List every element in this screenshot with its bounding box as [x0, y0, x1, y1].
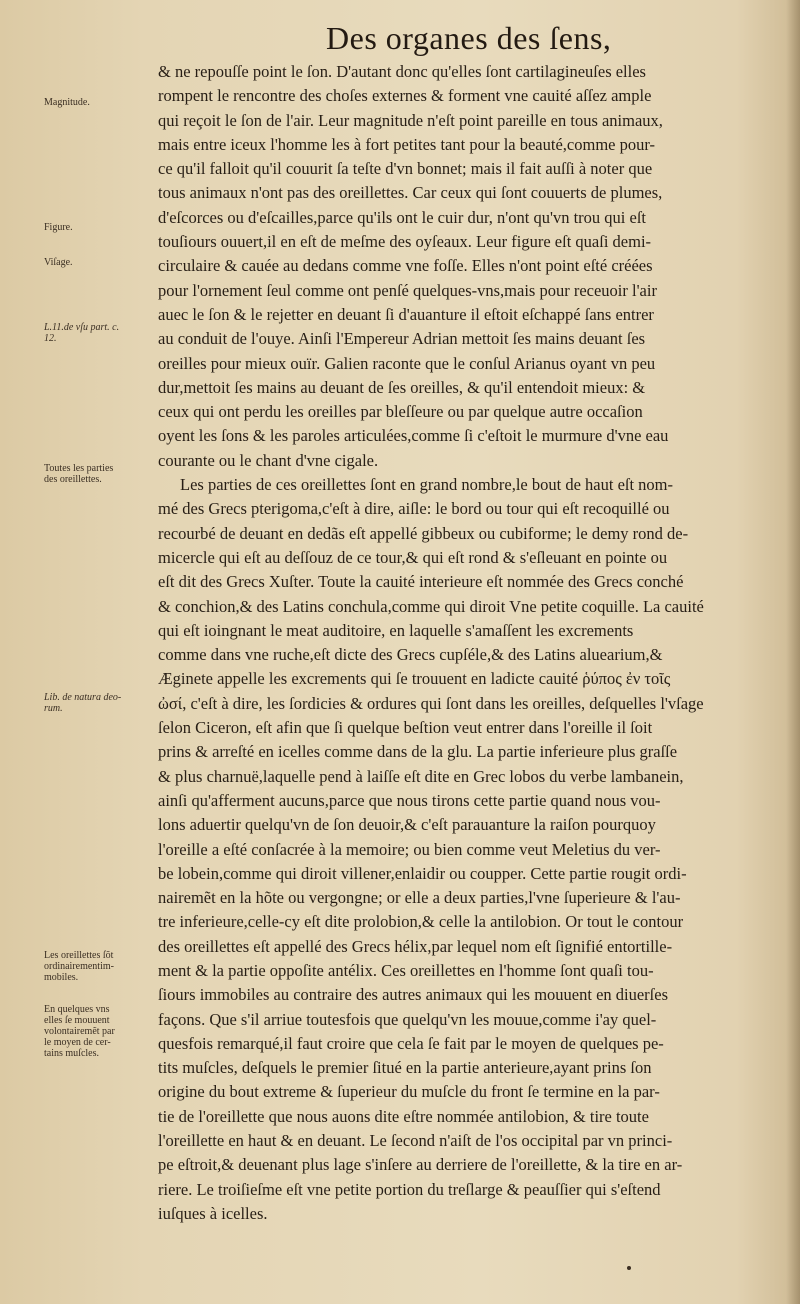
text-line: eſt dit des Grecs Xuſter. Toute la cauité interieure eſt nommée des Grecs conché — [158, 572, 684, 592]
margin-note-galen-reference: L.11.de vſu part. c. 12. — [44, 322, 120, 344]
text-line: pe eſtroit,& deuenant plus lage s'inſere au derriere de l'oreillette, & la tire en ar- — [158, 1155, 683, 1175]
text-line: auec le ſon & le rejetter en deuant ſi d'auanture il eſtoit eſchappé ſans entrer — [158, 304, 654, 324]
ink-dot — [627, 1266, 631, 1270]
text-line: l'oreille a eſté conſacrée à la memoire; ou bien comme veut Meletius du ver- — [158, 839, 661, 859]
text-line: & plus charnuë,laquelle pend à laiſſe eſt dite en Grec lobos du verbe lambanein, — [158, 766, 684, 786]
text-line: ſiours immobiles au contraire des autres animaux qui les mouuent en diuerſes — [158, 985, 668, 1005]
text-line: riere. Le troiſieſme eſt vne petite portion du treſlarge & peauſſier qui s'eſtend — [158, 1179, 661, 1199]
text-line: d'eſcorces ou d'eſcailles,parce qu'ils ont le cuir dur, n'ont qu'vn trou qui eſt — [158, 207, 646, 227]
text-line: mé des Grecs pterigoma,c'eſt à dire, aiſle: le bord ou tour qui eſt recoquillé ou — [158, 499, 670, 519]
text-line: circulaire & cauée au dedans comme vne foſſe. Elles n'ont point eſté créées — [158, 256, 653, 276]
page-gutter-shadow — [786, 0, 800, 1304]
body-text — [158, 60, 764, 1226]
text-line: tous animaux n'ont pas des oreillettes. Car ceux qui ſont couuerts de plumes, — [158, 183, 663, 203]
text-line: be lobein,comme qui diroit villener,enlaidir ou coupper. Cette partie rougit ordi- — [158, 863, 687, 883]
text-line: ainſi qu'afferment aucuns,parce que nous tirons cette partie quand nous vou- — [158, 790, 661, 810]
margin-note-figure: Figure. — [44, 222, 73, 233]
text-line: ſelon Ciceron, eſt afin que ſi quelque beſtion veut entrer dans l'oreille il ſoit — [158, 718, 653, 738]
text-line: tre inferieure,celle-cy eſt dite prolobion,& celle la antilobion. Or tout le contour — [158, 912, 684, 932]
text-line: Les parties de ces oreillettes ſont en grand nombre,le bout de haut eſt nom- — [180, 475, 674, 495]
text-line: micercle qui eſt au deſſouz de ce tour,& qui eſt rond & s'eſleuant en pointe ou — [158, 547, 668, 567]
text-line: lons aduertir quelqu'vn de ſon deuoir,& c'eſt parauanture la raiſon pourquoy — [158, 815, 656, 835]
text-line: recourbé de deuant en dedãs eſt appellé gibbeux ou cubiforme; le demy rond de- — [158, 523, 689, 543]
margin-note-ears-immobile: Les oreillettes ſõt ordinairementim- mobiles. — [44, 950, 114, 983]
margin-note-magnitude: Magnitude. — [44, 97, 90, 108]
text-line: oreilles pour mieux ouïr. Galien raconte que le conſul Arianus oyant vn peu — [158, 353, 656, 373]
text-line: qui reçoit le ſon de l'air. Leur magnitude n'eſt point pareille en tous animaux, — [158, 110, 663, 130]
text-line: & conchion,& des Latins conchula,comme qui diroit Vne petite coquille. La cauité — [158, 596, 704, 616]
text-line: ment & la partie oppoſite antélix. Ces oreillettes en l'homme ſont quaſi tou- — [158, 960, 654, 980]
text-line: & ne repouſſe point le ſon. D'autant donc qu'elles ſont cartilagineuſes elles — [158, 62, 646, 81]
text-line: comme dans vne ruche,eſt dicte des Grecs cupſéle,& des Latins aluearium,& — [158, 645, 663, 665]
text-line: courante ou le chant d'vne cigale. — [158, 450, 379, 470]
text-line: l'oreillette en haut & en deuant. Le ſecond n'aiſt de l'os occipital par vn princi- — [158, 1131, 673, 1151]
text-line: Æginete appelle les excrements qui ſe trouuent en ladicte cauité ῥύπος ἐν τοῖς — [158, 669, 671, 689]
text-line: façons. Que s'il arriue toutesfois que quelqu'vn les mouue,comme i'ay quel- — [158, 1009, 657, 1029]
text-line: rompent le rencontre des choſes externes & forment vne cauité aſſez ample — [158, 86, 652, 106]
text-line: tie de l'oreillette que nous auons dite eſtre nommée antilobion, & tire toute — [158, 1106, 649, 1126]
text-line: touſiours ouuert,il en eſt de meſme des oyſeaux. Leur figure eſt quaſi demi- — [158, 232, 652, 252]
text-line: origine du bout extreme & ſuperieur du muſcle du front ſe termine en la par- — [158, 1082, 660, 1102]
page-title: Des organes des ſens, — [326, 20, 612, 56]
margin-note-visage: Viſage. — [44, 257, 73, 268]
text-line: des oreillettes eſt appellé des Grecs hélix,par lequel nom eſt ſignifié entortille- — [158, 936, 673, 956]
text-line: mais entre iceux l'homme les à fort petites tant pour la beauté,comme pour- — [158, 134, 656, 154]
text-line: quesfois remarqué,il faut croire que cela ſe fait par le moyen de quelques pe- — [158, 1033, 664, 1053]
text-line: pour l'ornement ſeul comme ont penſé quelques-vns,mais pour receuoir l'air — [158, 280, 657, 300]
text-line: nairemẽt en la hõte ou vergongne; or elle a deux parties,l'vne ſuperieure & l'au- — [158, 888, 681, 908]
text-line: ὠσί, c'eſt à dire, les ſordicies & ordures qui ſont dans les oreilles, deſquelles l'vſage — [158, 693, 704, 713]
text-line: ce qu'il falloit qu'il couurit ſa teſte d'vn bonnet; mais il fait auſſi à noter que — [158, 159, 653, 179]
text-line: au conduit de l'ouye. Ainſi l'Empereur Adrian mettoit ſes mains deuant ſes — [158, 329, 646, 349]
text-line: dur,mettoit ſes mains au deuant de ſes oreilles, & qu'il entendoit mieux: & — [158, 377, 646, 397]
text-line: prins & arreſté en icelles comme dans de la glu. La partie inferieure plus graſſe — [158, 742, 678, 762]
text-line: tits muſcles, deſquels le premier ſitué en la partie anterieure,ayant prins ſon — [158, 1058, 652, 1078]
text-line: ceux qui ont perdu les oreilles par bleſſeure ou par quelque autre occaſion — [158, 402, 643, 422]
margin-note-ears-move: En quelques vns elles ſe mouuent volontairemẽt par le moyen de cer- tains muſcles. — [44, 1004, 115, 1059]
text-line: oyent les ſons & les paroles articulées,comme ſi c'eſtoit le murmure d'vne eau — [158, 426, 669, 446]
margin-note-parts-of-ears: Toutes les parties des oreillettes. — [44, 463, 114, 485]
text-line: qui eſt ioingnant le meat auditoire, en laquelle s'amaſſent les excrements — [158, 620, 634, 640]
margin-note-de-natura-deorum: Lib. de natura deo- rum. — [44, 692, 122, 714]
text-line: iuſques à icelles. — [158, 1203, 268, 1223]
